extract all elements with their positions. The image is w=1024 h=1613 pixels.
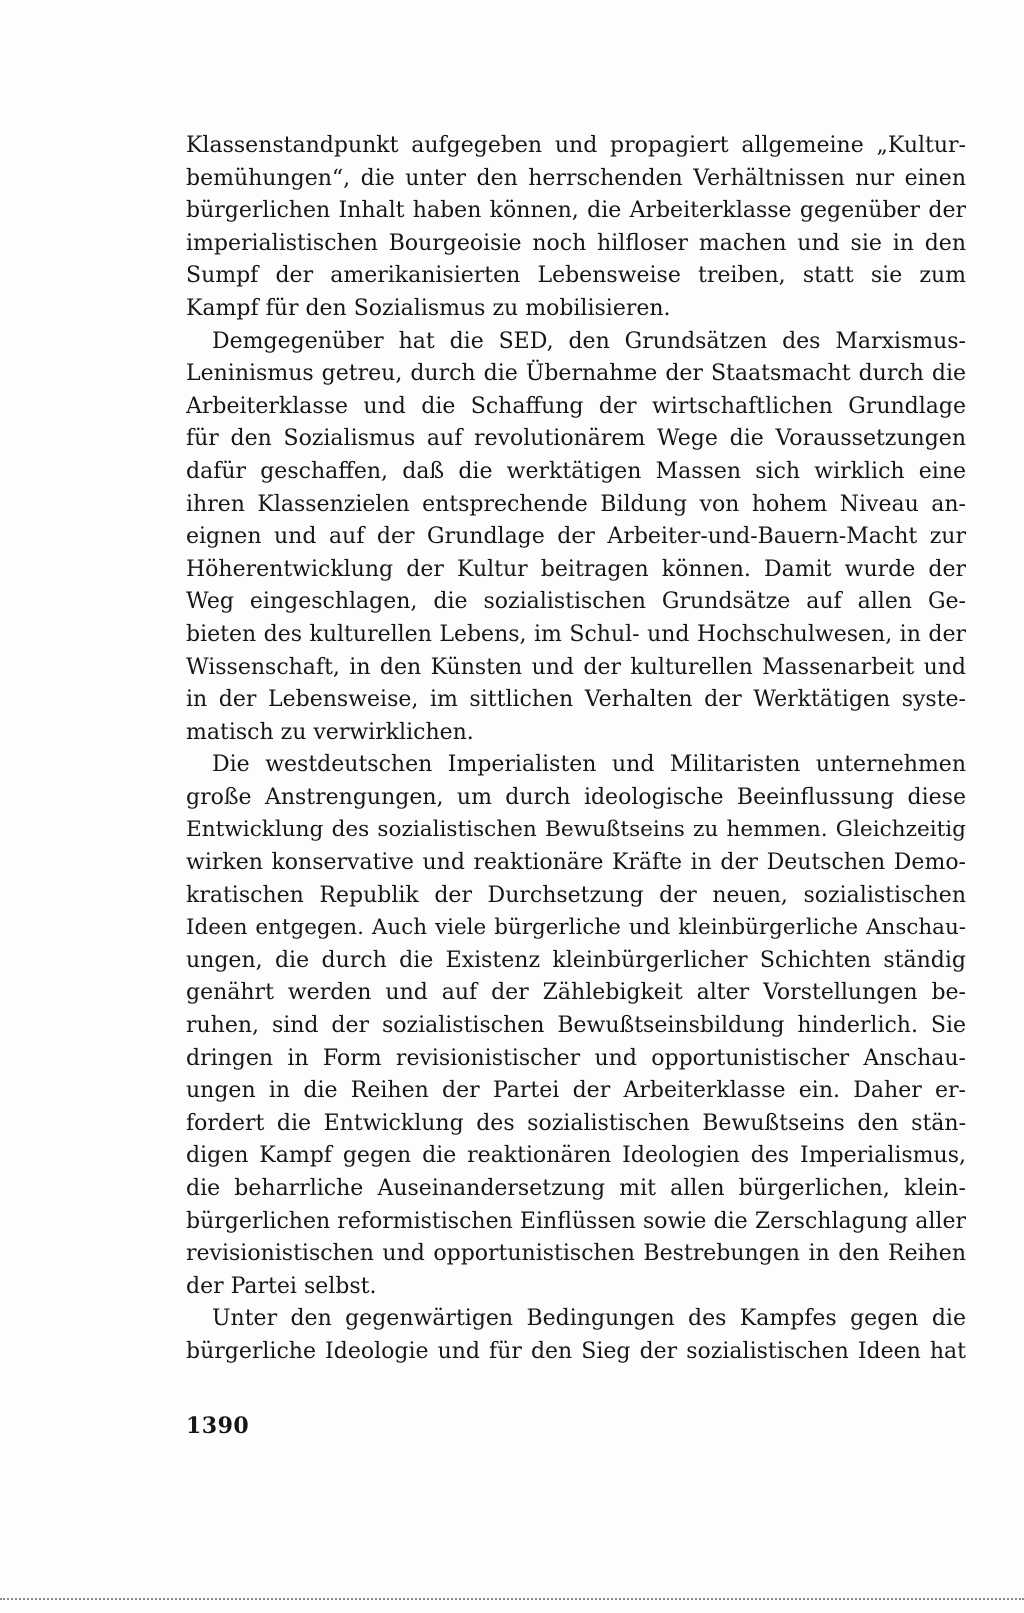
text-line: revisionistischen und opportunistischen Bestrebungen in den Reihen	[186, 1241, 966, 1267]
text-line: Unter den gegenwärtigen Bedingungen des Kampfes gegen die	[212, 1306, 966, 1332]
text-line: große Anstrengungen, um durch ideologische Beeinflussung diese	[186, 784, 966, 810]
page-number: 1390	[186, 1413, 250, 1439]
text-line: Klassenstandpunkt aufgegeben und propagiert allgemeine „Kultur-	[186, 133, 966, 158]
text-line: bürgerlichen Inhalt haben können, die Arbeiterklasse gegenüber der	[186, 198, 966, 224]
text-line: bürgerliche Ideologie und für den Sieg der sozialistischen Ideen hat	[186, 1338, 966, 1364]
text-line: Höherentwicklung der Kultur beitragen können. Damit wurde der	[186, 556, 966, 582]
text-line: bürgerlichen reformistischen Einflüssen sowie die Zerschlagung aller	[186, 1208, 966, 1234]
text-line: Ideen entgegen. Auch viele bürgerliche und kleinbürgerliche Anschau-	[186, 915, 966, 941]
text-line: bemühungen“, die unter den herrschenden Verhältnissen nur einen	[186, 165, 966, 191]
text-line: Arbeiterklasse und die Schaffung der wirtschaftlichen Grundlage	[186, 393, 966, 419]
text-line: ungen, die durch die Existenz kleinbürgerlicher Schichten ständig	[186, 947, 966, 973]
text-line: Die westdeutschen Imperialisten und Militaristen unternehmen	[212, 752, 966, 778]
text-line: digen Kampf gegen die reaktionären Ideologien des Imperialismus,	[186, 1143, 966, 1169]
text-line: für den Sozialismus auf revolutionärem Wege die Voraussetzungen	[186, 426, 966, 452]
scan-edge-divider	[0, 1598, 1024, 1600]
text-line: Wissenschaft, in den Künsten und der kulturellen Massenarbeit und	[186, 654, 966, 680]
text-line: die beharrliche Auseinandersetzung mit allen bürgerlichen, klein-	[186, 1176, 966, 1201]
text-line: bieten des kulturellen Lebens, im Schul- und Hochschulwesen, in der	[186, 621, 966, 647]
text-line: Leninismus getreu, durch die Übernahme der Staatsmacht durch die	[186, 361, 966, 387]
text-line: Entwicklung des sozialistischen Bewußtseins zu hemmen. Gleichzeitig	[186, 817, 966, 843]
text-line: kratischen Republik der Durchsetzung der neuen, sozialistischen	[186, 882, 966, 908]
text-line: dringen in Form revisionistischer und opportunistischer Anschau-	[186, 1045, 966, 1071]
text-line: Kampf für den Sozialismus zu mobilisieren.	[186, 295, 671, 321]
text-line: eignen und auf der Grundlage der Arbeiter-und-Bauern-Macht zur	[186, 524, 966, 550]
text-line: ungen in die Reihen der Partei der Arbeiterklasse ein. Daher er-	[186, 1078, 966, 1104]
text-line: dafür geschaffen, daß die werktätigen Massen sich wirklich eine	[186, 458, 966, 484]
text-line: genährt werden und auf der Zählebigkeit alter Vorstellungen be-	[186, 980, 966, 1006]
text-line: imperialistischen Bourgeoisie noch hilfloser machen und sie in den	[186, 230, 966, 256]
text-line: ruhen, sind der sozialistischen Bewußtseinsbildung hinderlich. Sie	[186, 1013, 966, 1039]
body-text	[186, 130, 966, 1369]
text-line: Sumpf der amerikanisierten Lebensweise treiben, statt sie zum	[186, 263, 966, 289]
text-line: der Partei selbst.	[186, 1273, 377, 1299]
text-line: ihren Klassenzielen entsprechende Bildung von hohem Niveau an-	[186, 491, 966, 517]
text-line: in der Lebensweise, im sittlichen Verhalten der Werktätigen syste-	[186, 687, 966, 713]
text-line: Weg eingeschlagen, die sozialistischen Grundsätze auf allen Ge-	[186, 589, 966, 615]
text-line: Demgegenüber hat die SED, den Grundsätzen des Marxismus-	[212, 328, 966, 354]
text-line: wirken konservative und reaktionäre Kräfte in der Deutschen Demo-	[186, 850, 966, 876]
text-line: matisch zu verwirklichen.	[186, 719, 474, 745]
text-line: fordert die Entwicklung des sozialistischen Bewußtseins den stän-	[186, 1110, 966, 1136]
